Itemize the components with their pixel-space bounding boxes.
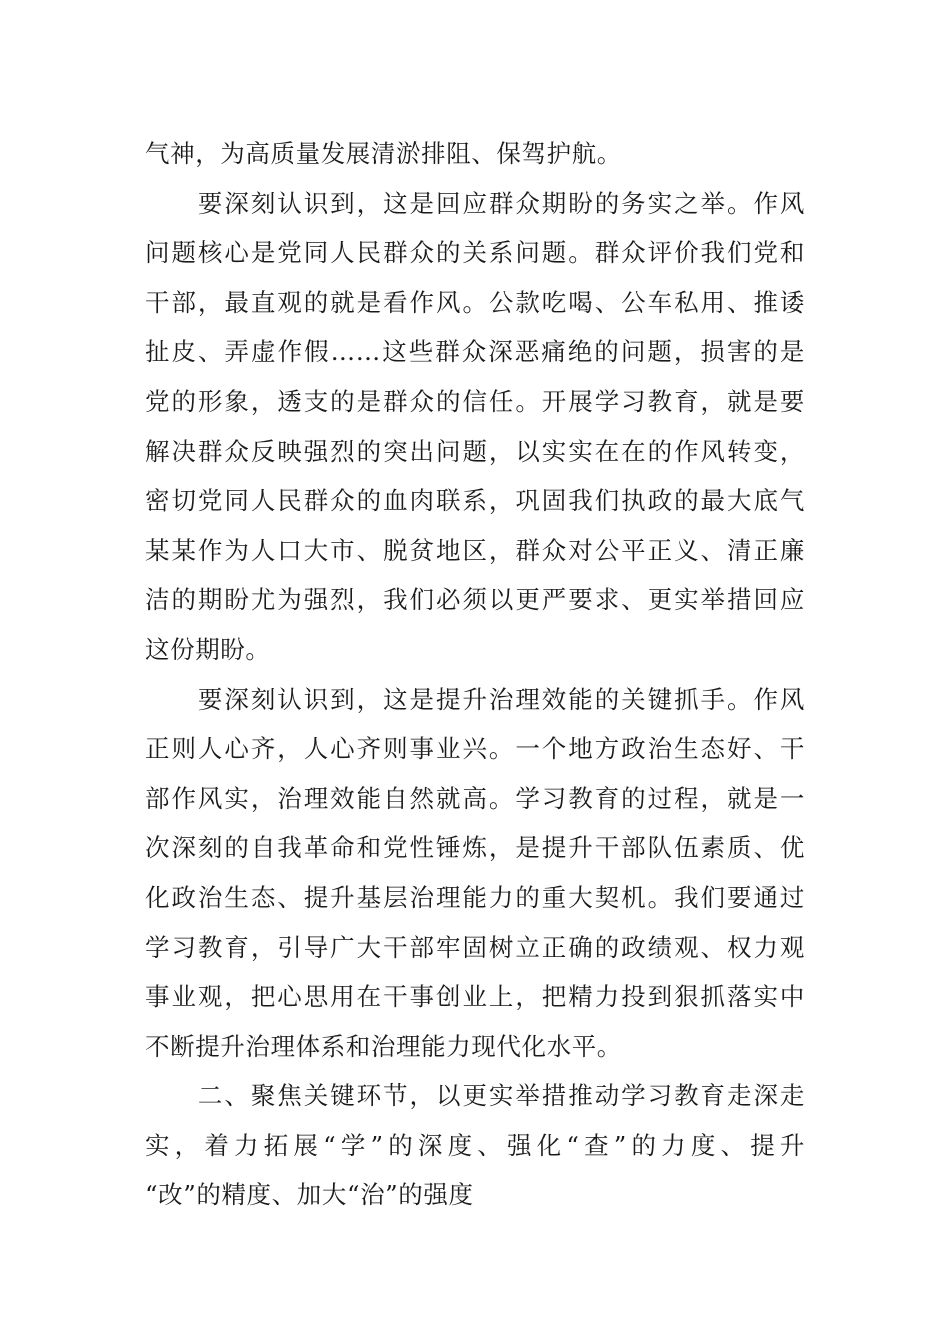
text-line: 干部，最直观的就是看作风。公款吃喝、公车私用、推诿 [145,287,805,317]
text-line: 正则人心齐，人心齐则事业兴。一个地方政治生态好、干 [145,734,805,764]
text-line: 解决群众反映强烈的突出问题，以实实在在的作风转变， [145,436,805,466]
text-line: 洁的期盼尤为强烈，我们必须以更严要求、更实举措回应 [145,585,805,615]
text-line: 气神，为高质量发展清淤排阻、保驾护航。 [145,139,622,168]
text-line: 部作风实，治理效能自然就高。学习教育的过程，就是一 [145,783,805,813]
text-line: 某某作为人口大市、脱贫地区，群众对公平正义、清正廉 [145,535,805,565]
text-line: 密切党同人民群众的血肉联系，巩固我们执政的最大底气 [145,486,805,516]
section-heading-line: “改”的精度、加大“治”的强度 [145,1180,474,1210]
section-heading-line: 实，着力拓展“学”的深度、强化“查”的力度、提升 [145,1130,805,1160]
section-heading-line: 二、聚焦关键环节，以更实举措推动学习教育走深走 [145,1081,805,1111]
text-line: 事业观，把心思用在干事创业上，把精力投到狠抓落实中 [145,982,805,1012]
text-line: 问题核心是党同人民群众的关系问题。群众评价我们党和 [145,238,805,268]
text-line: 这份期盼。 [145,634,271,664]
text-line: 次深刻的自我革命和党性锤炼，是提升干部队伍素质、优 [145,833,805,863]
text-line: 党的形象，透支的是群众的信任。开展学习教育，就是要 [145,386,805,416]
text-line: 要深刻认识到，这是回应群众期盼的务实之举。作风 [145,188,805,218]
text-line: 扯皮、弄虚作假……这些群众深恶痛绝的问题，损害的是 [145,337,805,367]
document-body [145,129,805,1220]
text-line: 学习教育，引导广大干部牢固树立正确的政绩观、权力观 [145,932,805,962]
text-line: 不断提升治理体系和治理能力现代化水平。 [145,1031,622,1061]
text-line: 化政治生态、提升基层治理能力的重大契机。我们要通过 [145,882,805,912]
text-line: 要深刻认识到，这是提升治理效能的关键抓手。作风 [145,684,805,714]
